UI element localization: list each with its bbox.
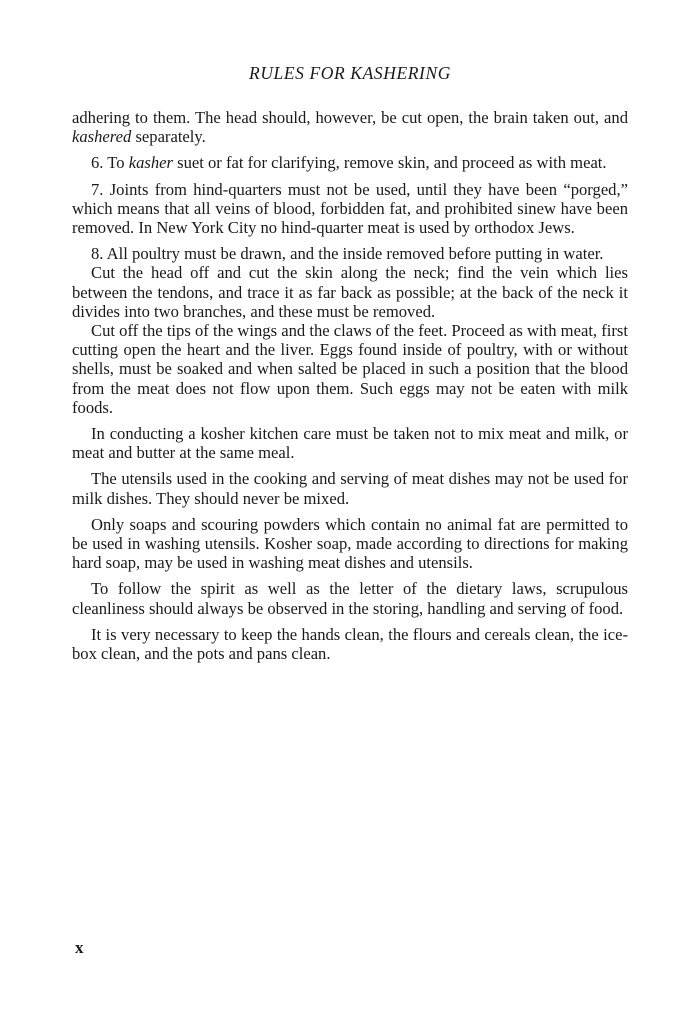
paragraph-rule-7: 7. Joints from hind-quarters must not be used, until they have been “porged,” which means that all veins of blood, forbidden fat, and prohibited sinew have been removed. In New York City no hind-quarter meat is used by orthodox Jews. [72, 179, 628, 238]
text-run: 6. To [91, 153, 129, 173]
paragraph-poultry-wings: Cut off the tips of the wings and the claws of the feet. Proceed as with meat, first cutting open the heart and the liver. Eggs found inside of poultry, with or without shells, must be soaked and when salted be placed in such a position that the blood from the meat does not flow upon them. Such eggs may not be eaten with milk foods. [72, 321, 628, 417]
paragraph-continuation [72, 108, 628, 146]
page-body [72, 108, 628, 670]
paragraph-soaps: Only soaps and scouring powders which contain no animal fat are permitted to be used in washing utensils. Kosher soap, made according to directions for making hard soap, may be used in washing meat dishes and utensils. [72, 514, 628, 573]
paragraph-rule-6 [72, 153, 628, 172]
paragraph-keep-clean: It is very necessary to keep the hands clean, the flours and cereals clean, the ice-box clean, and the pots and pans clean. [72, 624, 628, 664]
paragraph-rule-8: 8. All poultry must be drawn, and the inside removed before putting in water. [91, 244, 604, 264]
page-number: x [75, 938, 84, 957]
running-header: RULES FOR KASHERING [249, 63, 451, 83]
text-run: separately. [131, 127, 206, 147]
italic-term: kasher [128, 153, 173, 173]
paragraph-kosher-kitchen: In conducting a kosher kitchen care must be taken not to mix meat and milk, or meat and butter at the same meal. [72, 424, 628, 463]
text-run: suet or fat for clarifying, remove skin, and proceed as with meat. [172, 153, 607, 173]
text-run: adhering to them. The head should, however, be cut open, the brain taken out, and [72, 108, 628, 127]
paragraph-cleanliness: To follow the spirit as well as the letter of the dietary laws, scrupulous cleanliness should always be observed in the storing, handling and serving of food. [72, 579, 628, 618]
book-page [72, 0, 628, 1023]
italic-term: kashered [72, 127, 132, 147]
paragraph-utensils: The utensils used in the cooking and serving of meat dishes may not be used for milk dishes. They should never be mixed. [72, 469, 628, 508]
paragraph-poultry-neck: Cut the head off and cut the skin along the neck; find the vein which lies between the tendons, and trace it as far back as possible; at the back of the neck it divides into two branches, and these must be removed. [72, 263, 628, 321]
